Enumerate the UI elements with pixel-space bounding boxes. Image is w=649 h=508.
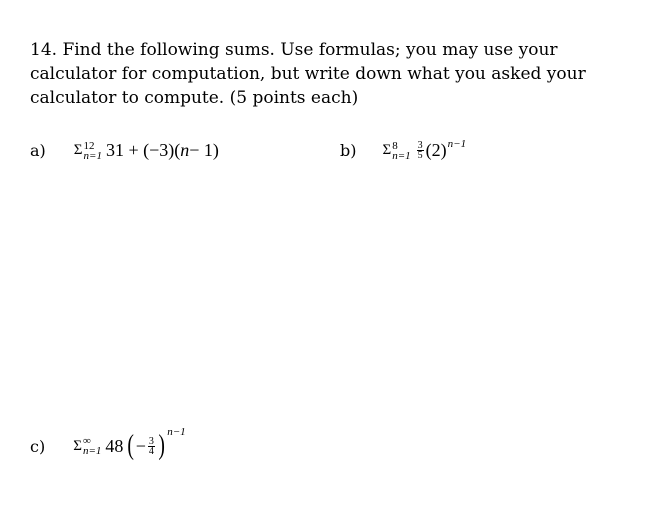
part-c-upper-limit: ∞	[82, 435, 91, 447]
part-b-lower-limit: n=1	[392, 149, 411, 162]
part-a-var: n	[180, 140, 190, 160]
part-b-limits	[392, 141, 410, 161]
part-c-frac-denominator: 4	[148, 445, 154, 457]
part-b-label: b)	[340, 141, 357, 160]
part-a-body-end: − 1)	[189, 140, 219, 160]
part-c-open-paren: (	[127, 430, 135, 461]
part-a	[30, 140, 219, 161]
part-b-body: (2)	[425, 140, 447, 160]
problem-text: Find the following sums. Use formulas; you may use your calculator for computation, but write down what you asked your calculator to compute. (5 points each)	[30, 40, 586, 108]
part-b	[340, 137, 467, 162]
part-c-coefficient: 48	[105, 435, 124, 456]
sigma-symbol: Σ	[73, 437, 82, 454]
part-c-minus: −	[135, 435, 146, 456]
part-b-expression	[382, 137, 467, 162]
part-b-frac-denominator: 5	[417, 150, 423, 161]
part-a-expression	[74, 140, 219, 161]
part-c-label: c)	[30, 436, 46, 456]
part-c-limits	[83, 436, 101, 456]
part-b-frac-numerator: 3	[417, 140, 423, 151]
sigma-symbol: Σ	[382, 142, 392, 158]
part-c-close-paren: )	[158, 430, 165, 461]
part-c	[30, 426, 186, 461]
part-b-fraction	[417, 141, 424, 160]
part-b-exponent: n−1	[447, 137, 467, 150]
part-a-label: a)	[30, 141, 46, 160]
problem-number: 14.	[30, 40, 58, 60]
part-c-expression	[73, 426, 186, 461]
part-a-upper-limit: 12	[83, 139, 95, 152]
part-c-exponent: n−1	[167, 426, 186, 438]
problem-statement	[30, 38, 640, 110]
part-b-upper-limit: 8	[392, 139, 398, 152]
sigma-symbol: Σ	[73, 142, 83, 158]
part-c-lower-limit: n=1	[82, 445, 102, 457]
part-c-frac-numerator: 3	[148, 435, 154, 447]
part-c-fraction	[148, 437, 155, 456]
part-a-lower-limit: n=1	[83, 149, 102, 162]
part-a-body-start: 31 + (−3)(	[105, 140, 181, 160]
part-a-limits	[84, 141, 102, 161]
